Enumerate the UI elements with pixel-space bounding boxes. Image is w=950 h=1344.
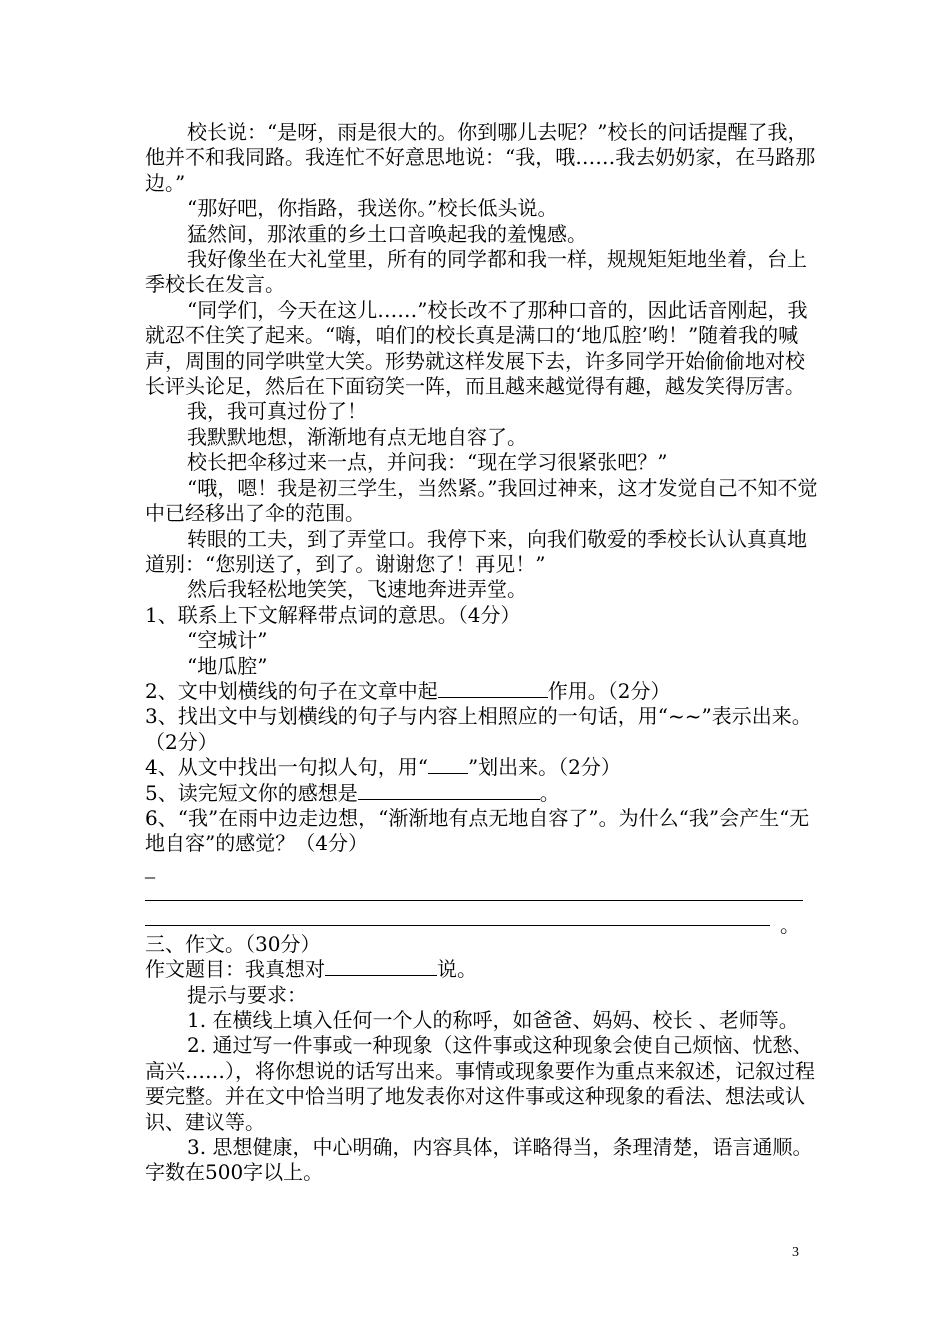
underline-mark	[428, 755, 468, 774]
question-4	[145, 755, 820, 780]
answer-line	[145, 900, 803, 901]
answer-area[interactable]	[145, 857, 820, 937]
fill-blank[interactable]	[438, 679, 548, 698]
document-page	[145, 120, 820, 1186]
story-paragraph: 然后我轻松地笑笑，飞速地奔进弄堂。	[187, 577, 527, 602]
page-number: 3	[792, 1245, 799, 1260]
story-paragraph: 我默默地想，渐渐地有点无地自容了。	[187, 424, 527, 449]
story-paragraph: 猛然间，那浓重的乡土口音唤起我的羞愧感。	[187, 221, 587, 246]
question-4-text-end: ”划出来。（2分）	[467, 755, 621, 780]
question-1-term: “空城计”	[187, 628, 268, 653]
story-paragraph: 我好像坐在大礼堂里，所有的同学都和我一样，规规矩矩地坐着，台上季校长在发言。	[145, 247, 807, 297]
fill-blank[interactable]	[358, 781, 540, 800]
composition-title-text-end: 说。	[437, 957, 477, 982]
fill-blank[interactable]	[325, 957, 437, 976]
story-paragraph: “那好吧，你指路，我送你。”校长低头说。	[187, 196, 558, 221]
question-5-text: 5、读完短文你的感想是	[145, 780, 358, 805]
answer-line	[145, 925, 770, 926]
composition-title	[145, 957, 820, 982]
story-paragraph: 转眼的工夫，到了弄堂口。我停下来，向我们敬爱的季校长认认真真地道别：“您别送了，到了。谢谢您了！再见！”	[145, 526, 807, 576]
requirement-3: 3. 思想健康，中心明确，内容具体，详略得当，条理清楚，语言通顺。字数在500字以上。	[145, 1135, 813, 1185]
question-5-text-end: 。	[539, 780, 560, 805]
composition-hint: 提示与要求：	[187, 982, 307, 1007]
requirement-2: 2. 通过写一件事或一种现象（这件事或这种现象会使自己烦恼、忧愁、高兴……），将你想说的话写出来。事情或现象要作为重点来叙述，记叙过程要完整。并在文中恰当明了地发表你对这件事或这种现象的看法、想法或认识、建议等。	[145, 1033, 815, 1134]
question-1: 1、联系上下文解释带点词的意思。（4分）	[145, 602, 521, 627]
question-5	[145, 781, 820, 806]
question-2-text-end: 作用。（2分）	[547, 678, 671, 703]
question-4-text: 4、从文中找出一句拟人句，用“	[145, 755, 428, 780]
question-1-term: “地瓜腔”	[187, 653, 268, 678]
requirement-1: 1. 在横线上填入任何一个人的称呼，如爸爸、妈妈、校长 、老师等。	[187, 1008, 799, 1032]
story-paragraph: “同学们，今天在这儿……”校长改不了那种口音的，因此话音刚起，我就忍不住笑了起来。“嗨，咱们的校长真是满口的‘地瓜腔’哟！”随着我的喊声，周围的同学哄堂大笑。形势就这样发展下去，许多同学开始偷偷地对校长评头论足，然后在下面窃笑一阵，而且越来越觉得有趣，越发笑得厉害。	[145, 297, 808, 399]
composition-title-text: 作文题目：我真想对	[145, 957, 325, 982]
story-paragraph: 校长把伞移过来一点，并问我：“现在学习很紧张吧？”	[187, 450, 668, 475]
story-paragraph: “哦，嗯！我是初三学生，当然紧。”我回过神来，这才发觉自己不知不觉中已经移出了伞的范围。	[145, 475, 818, 526]
answer-dash: _	[145, 858, 155, 881]
question-2-text: 2、文中划横线的句子在文章中起	[145, 678, 438, 703]
question-2	[145, 679, 820, 704]
question-6: 6、“我”在雨中边走边想，“渐渐地有点无地自容了”。为什么“我”会产生“无地自容”的感觉？（4分）	[145, 805, 810, 856]
composition-heading: 三、作文。（30分）	[145, 931, 321, 956]
answer-end-mark: 。	[780, 912, 800, 937]
question-3: 3、找出文中与划横线的句子与内容上相照应的一句话，用“~~”表示出来。（2分）	[145, 704, 812, 754]
story-paragraph: 我，我可真过份了！	[187, 399, 367, 424]
story-paragraph: 校长说：“是呀，雨是很大的。你到哪儿去呢？”校长的问话提醒了我，他并不和我同路。我连忙不好意思地说：“我，哦……我去奶奶家，在马路那边。”	[145, 120, 816, 195]
